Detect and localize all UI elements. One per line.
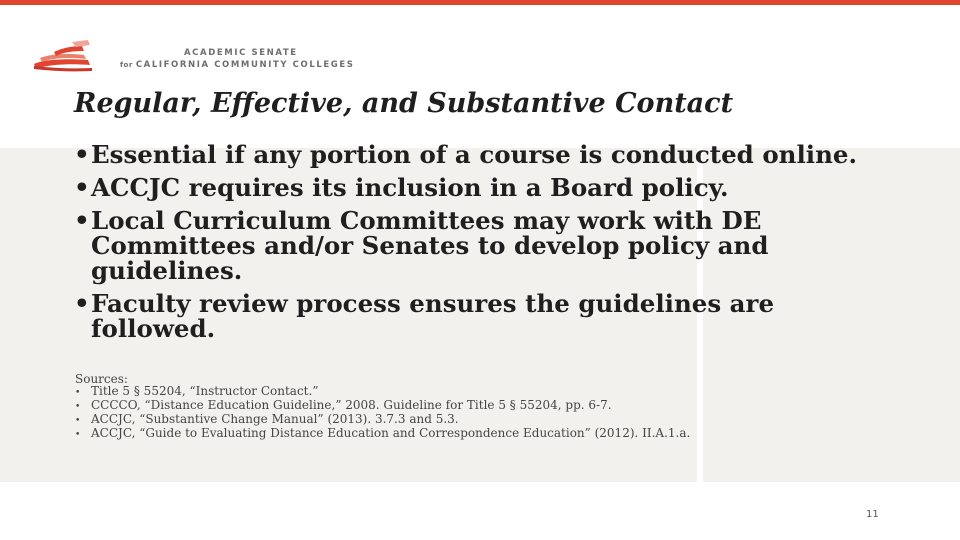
bullet-item: • Local Curriculum Committees may work with DE Committees and/or Senates to develop policy and guidelines. [74,208,904,283]
bullet-item: • ACCJC requires its inclusion in a Board policy. [74,175,904,200]
source-item: • ACCJC, “Substantive Change Manual” (2013). 3.7.3 and 5.3. [75,413,715,427]
org-name-line1: ACADEMIC SENATE [184,48,298,58]
org-name-line2 [120,60,354,70]
source-item: • ACCJC, “Guide to Evaluating Distance Education and Correspondence Education” (2012). II.A.1.a. [75,427,715,441]
org-name-line2-text: CALIFORNIA COMMUNITY COLLEGES [135,60,355,70]
source-item: • Title 5 § 55204, “Instructor Contact.” [75,385,715,399]
bullet-item: • Faculty review process ensures the guidelines are followed. [74,291,904,341]
org-name-prefix: for [120,61,133,69]
page-number: 11 [866,509,879,520]
sources-label: Sources: [75,372,128,386]
organization-name [120,48,354,70]
sources-list [75,385,715,441]
bullet-item: • Essential if any portion of a course is conducted online. [74,142,904,167]
academic-senate-logo-icon [32,38,94,72]
slide-title: Regular, Effective, and Substantive Contact [74,88,734,119]
bullet-list [74,142,904,349]
top-accent-bar [0,0,960,5]
sources-section [75,373,715,441]
source-item: • CCCCO, “Distance Education Guideline,” 2008. Guideline for Title 5 § 55204, pp. 6-7. [75,399,715,413]
